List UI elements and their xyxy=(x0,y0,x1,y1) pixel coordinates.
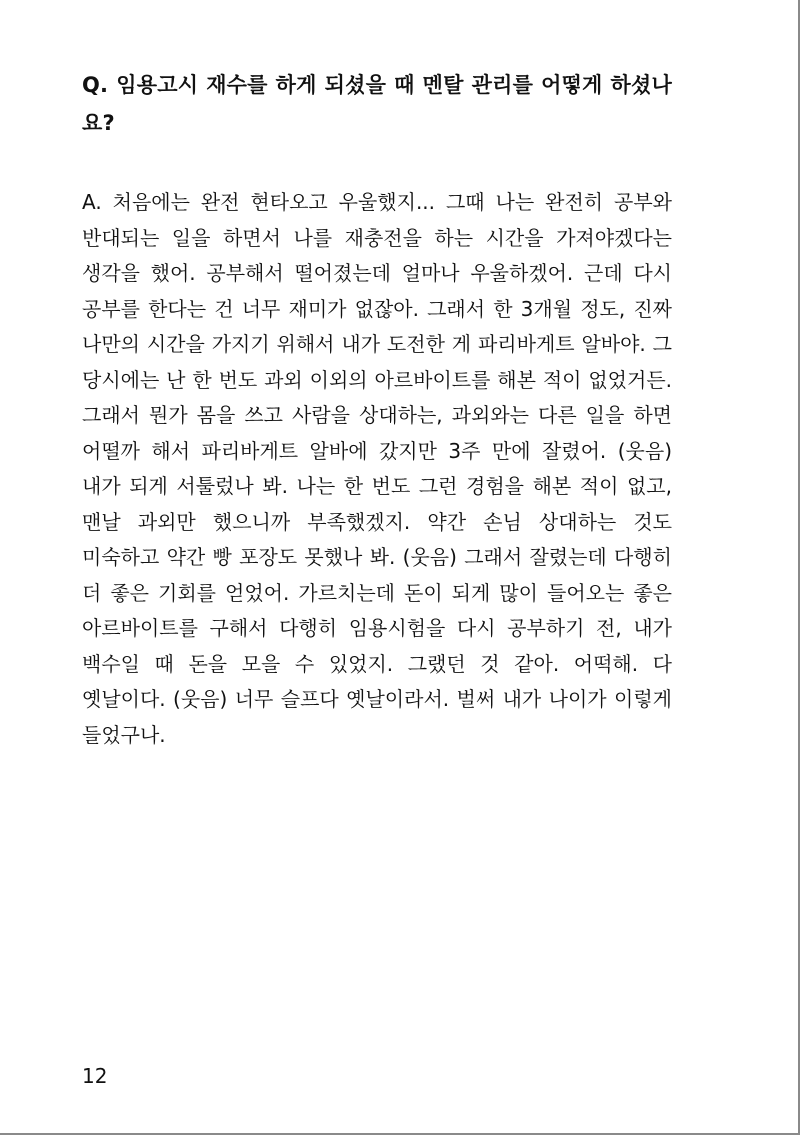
page-content xyxy=(82,66,672,753)
interview-question: Q. 임용고시 재수를 하게 되셨을 때 멘탈 관리를 어떻게 하셨나요? xyxy=(82,73,672,135)
page-number: 12 xyxy=(82,1064,108,1088)
interview-answer: A. 처음에는 완전 현타오고 우울했지... 그때 나는 완전히 공부와 반대되는 일을 하면서 나를 재충전을 하는 시간을 가져야겠다는 생각을 했어. 공부해서 떨어졌는데 얼마나 우울하겠어. 근데 다시 공부를 한다는 건 너무 재미가 없잖아. 그래서 한 3개월 정도, 진짜 나만의 시간을 가지기 위해서 내가 도전한 게 파리바게트 알바야. 그 당시에는 난 한 번도 과외 이외의 아르바이트를 해본 적이 없었거든. 그래서 뭔가 몸을 쓰고 사람을 상대하는, 과외와는 다른 일을 하면 어떨까 해서 파리바게트 알바에 갔지만 3주 만에 잘렸어. (웃음) 내가 되게 서툴렀나 봐. 나는 한 번도 그런 경험을 해본 적이 없고, 맨날 과외만 했으니까 부족했겠지. 약간 손님 상대하는 것도 미숙하고 약간 빵 포장도 못했나 봐. (웃음) 그래서 잘렸는데 다행히 더 좋은 기회를 얻었어. 가르치는데 돈이 되게 많이 들어오는 좋은 아르바이트를 구해서 다행히 임용시험을 다시 공부하기 전, 내가 백수일 때 돈을 모을 수 있었지. 그랬던 것 같아. 어떡해. 다 옛날이다. (웃음) 너무 슬프다 옛날이라서. 벌써 내가 나이가 이렇게 들었구나. xyxy=(82,190,672,747)
